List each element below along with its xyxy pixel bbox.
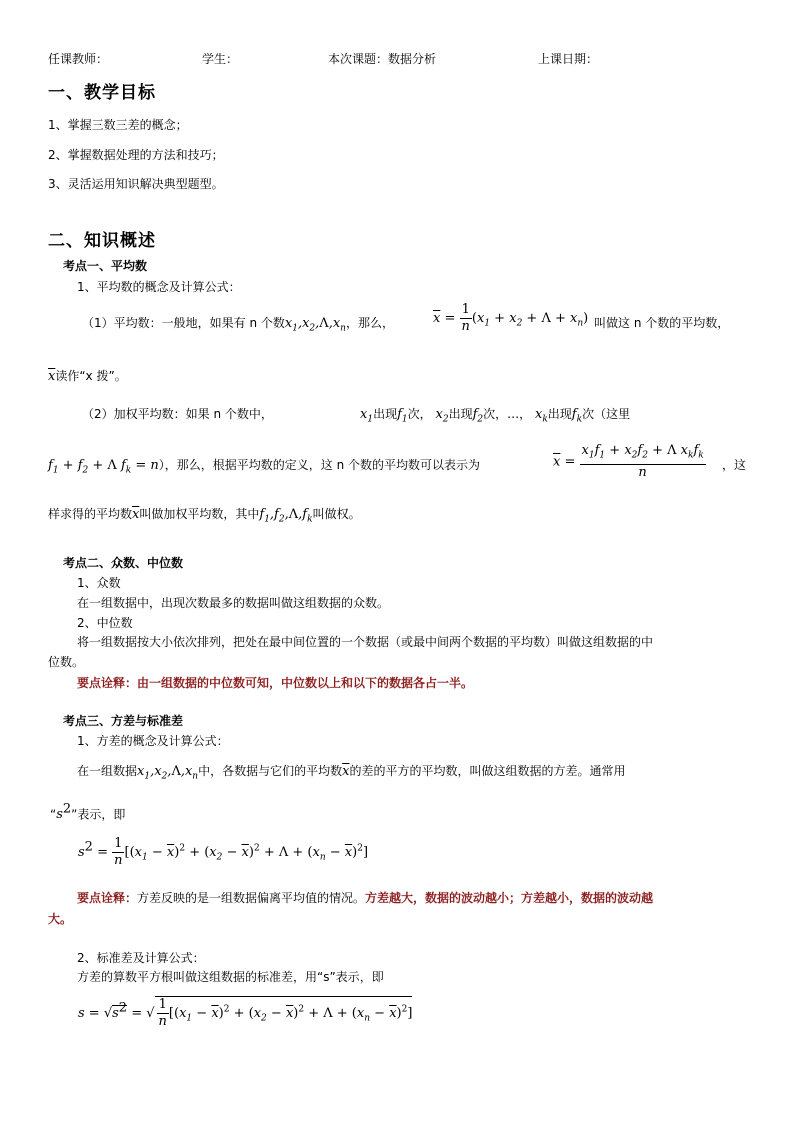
goal-1: 1、掌握三数三差的概念； bbox=[48, 118, 188, 132]
formula-weighted-mean: $\overline{x}$ = $\frac{x_1f_1 + x_2f_2 + \Lambda x_kf_k}{n}$ bbox=[553, 443, 704, 480]
kp2-note-label: 要点诠释： bbox=[77, 676, 138, 690]
formula-variance: $s^2$ = $\frac{1}{n}$ $[(x_1 - \overline{x})^2 + (x_2 - \overline{x})^2 + \Lambda + (x_n - \overline{x})^2]$ bbox=[78, 836, 369, 868]
formula-xbar: $\overline{x}$ bbox=[48, 369, 56, 384]
kp3-text2: 方差的算数平方根叫做这组数据的标准差，用“s”表示，即 bbox=[77, 970, 384, 984]
kp2-text2a: 将一组数据按大小依次排列，把处在最中间位置的一个数据（或最中间两个数据的平均数）叫做这组数据的中 bbox=[77, 635, 654, 649]
formula-mean: $\overline{x}$ = $\frac{1}{n}$ $(x_1 + x_2 + \Lambda + x_n)$ bbox=[433, 302, 589, 334]
kp2-text1: 在一组数据中，出现次数最多的数据叫做这组数据的众数。 bbox=[77, 596, 390, 610]
formula-x-list: $x_1,x_2,\Lambda,x_n$ bbox=[284, 316, 346, 334]
section1-title: 一、教学目标 bbox=[48, 83, 156, 103]
kp1-p2-line3: 样求得的平均数$\overline{x}$叫做加权平均数，其中$f_1,f_2,\Lambda,f_k$叫做权。 bbox=[48, 507, 361, 525]
kp1-p1-a: （1）平均数：一般地，如果有 n 个数 bbox=[82, 316, 285, 330]
kp1-p2-line2: $f_1 + f_2 + \Lambda$ $f_k = n$），那么，根据平均数的定义，这 n 个数的平均数可以表示为 bbox=[48, 458, 481, 476]
kp3-sub1: 1、方差的概念及计算公式： bbox=[77, 734, 229, 748]
formula-stddev: $s = √s^2$ = √ $\frac{1}{n}$ $[(x_1 - \overline{x})^2 + (x_2 - \overline{x})^2 + \Lambda + (x_n - \overline{x})^2]$ bbox=[78, 997, 413, 1029]
kp2-sub2: 2、中位数 bbox=[77, 616, 133, 630]
kp1-p2-d: ，这 bbox=[722, 458, 747, 472]
kp1-title: 考点一、平均数 bbox=[63, 259, 148, 273]
kp3-sub2: 2、标准差及计算公式： bbox=[77, 951, 205, 965]
kp3-note-text3: 大。 bbox=[48, 912, 73, 926]
kp3-note-text1: 方差反映的是一组数据偏离平均值的情况。 bbox=[137, 891, 366, 905]
goal-2: 2、掌握数据处理的方法和技巧； bbox=[48, 148, 224, 162]
kp1-p1 bbox=[82, 314, 394, 334]
kp2-title: 考点二、众数、中位数 bbox=[63, 556, 184, 570]
kp1-p1-d: 读作“x 拨”。 bbox=[55, 369, 127, 383]
kp3-note bbox=[77, 889, 653, 906]
kp1-p1-d-line bbox=[48, 367, 127, 384]
kp1-p1-c: 叫做这 n 个数的平均数， bbox=[594, 316, 730, 330]
kp2-note-text: 由一组数据的中位数可知，中位数以上和以下的数据各占一半。 bbox=[137, 676, 474, 690]
kp3-text1d: “$s^2$”表示，即 bbox=[50, 802, 126, 823]
kp1-p2-line1 bbox=[82, 405, 273, 422]
kp1-p1-b: ，那么， bbox=[345, 316, 394, 330]
header-teacher: 任课教师： bbox=[48, 52, 109, 66]
header-student: 学生： bbox=[202, 52, 239, 66]
kp1-p2-a: （2）加权平均数：如果 n 个数中， bbox=[82, 407, 273, 421]
kp3-note-label: 要点诠释： bbox=[77, 891, 138, 905]
kp3-text1: 在一组数据$x_1,x_2,\Lambda,x_n$中，各数据与它们的平均数$\overline{x}$的差的平方的平均数，叫做这组数据的方差。通常用 bbox=[77, 764, 626, 782]
header-date: 上课日期： bbox=[538, 52, 599, 66]
kp2-text2b: 位数。 bbox=[48, 655, 85, 669]
kp2-sub1: 1、众数 bbox=[77, 576, 121, 590]
kp1-sub1: 1、平均数的概念及计算公式： bbox=[77, 280, 241, 294]
header-topic: 本次课题：数据分析 bbox=[328, 52, 437, 66]
kp3-note-text2: 方差越大，数据的波动越小；方差越小，数据的波动越 bbox=[365, 891, 654, 905]
kp3-title: 考点三、方差与标准差 bbox=[63, 714, 184, 728]
kp2-note bbox=[77, 674, 473, 691]
kp1-p2-line1b: $x_1$出现$f_1$次， $x_2$出现$f_2$次，…， $x_k$出现$f_k$次（这里 bbox=[360, 407, 631, 425]
section2-title: 二、知识概述 bbox=[48, 231, 156, 251]
goal-3: 3、灵活运用知识解决典型题型。 bbox=[48, 177, 224, 191]
